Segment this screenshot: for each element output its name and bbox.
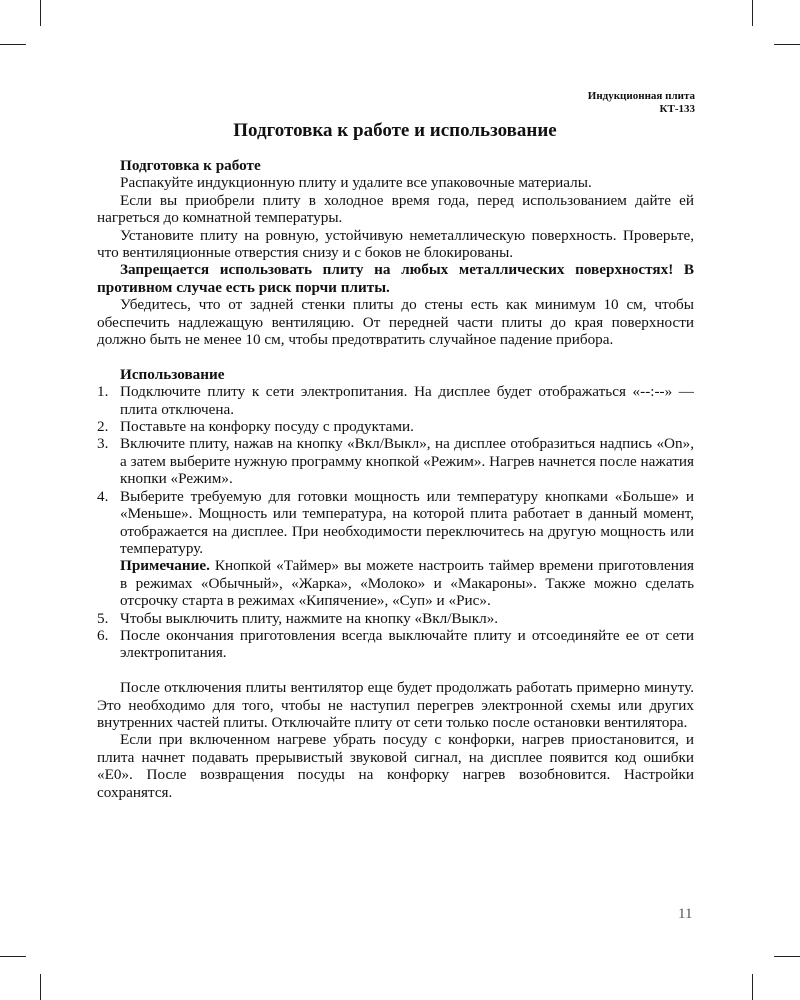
warning-paragraph: Запрещается использовать плиту на любых металлических поверхностях! В противном случае есть риск порчи плиты. xyxy=(97,261,694,296)
crop-mark-bottom-right-h xyxy=(774,956,800,957)
preparation-paragraph: Распакуйте индукционную плиту и удалите все упаковочные материалы. xyxy=(120,174,592,192)
after-paragraph: После отключения плиты вентилятор еще будет продолжать работать примерно минуту. Это необходимо для того, чтобы не наступил перегрев электронной схемы или других внутренних частей плиты. Отключайте плиту от сети только после остановки вентилятора. xyxy=(97,679,694,731)
header-model: КТ-133 xyxy=(659,103,695,115)
step-text: Подключите плиту к сети электропитания. На дисплее будет отображаться «--:--» — плита отключена. xyxy=(120,383,694,418)
crop-mark-top-right-h xyxy=(774,44,800,45)
list-item xyxy=(97,627,694,662)
step-number: 5. xyxy=(97,609,109,627)
note-text: Кнопкой «Таймер» вы можете настроить таймер времени приготовления в режимах «Обычный», «Жарка», «Молоко» и «Макароны». Также можно сделать отсрочку старта в режимах «Кипячение», «Суп» и «Рис». xyxy=(120,557,694,610)
list-item xyxy=(97,383,694,418)
list-item xyxy=(97,418,694,435)
page-number: 11 xyxy=(678,906,693,922)
running-header xyxy=(588,90,695,116)
page-title: Подготовка к работе и использование xyxy=(233,120,557,141)
crop-mark-top-left-v xyxy=(40,0,41,26)
document-body xyxy=(97,157,694,801)
usage-heading: Использование xyxy=(120,365,225,383)
step-note xyxy=(120,557,694,609)
list-item xyxy=(97,488,694,610)
preparation-heading: Подготовка к работе xyxy=(120,157,261,174)
step-number: 2. xyxy=(97,418,109,436)
step-number: 4. xyxy=(97,487,109,505)
usage-steps-list xyxy=(97,383,694,662)
crop-mark-top-right-v xyxy=(752,0,753,26)
crop-mark-bottom-right-v xyxy=(752,974,753,1000)
list-item xyxy=(97,610,694,627)
after-paragraph: Если при включенном нагреве убрать посуду с конфорки, нагрев приостановится, и плита начнет подавать прерывистый звуковой сигнал, на дисплее появится код ошибки «E0». После возвращения посуды на конфорку нагрев возобновится. Настройки сохранятся. xyxy=(97,731,694,801)
list-item xyxy=(97,435,694,487)
step-text: Выберите требуемую для готовки мощность или температуру кнопками «Больше» и «Меньше». Мощность или температура, на которой плита работает в данный момент, отображается на дисплее. При необходимости переключитесь на другую мощность или температуру. xyxy=(120,487,694,557)
note-label: Примечание. xyxy=(120,557,210,575)
step-text: После окончания приготовления всегда выключайте плиту и отсоединяйте ее от сети электропитания. xyxy=(120,626,694,662)
preparation-paragraph: Установите плиту на ровную, устойчивую неметаллическую поверхность. Проверьте, что вентиляционные отверстия снизу и с боков не блокированы. xyxy=(97,226,694,262)
crop-mark-top-left-h xyxy=(0,44,26,45)
header-product: Индукционная плита xyxy=(587,90,695,102)
step-text: Включите плиту, нажав на кнопку «Вкл/Выкл», на дисплее отобразиться надпись «On», а затем выберите нужную программу кнопкой «Режим». Нагрев начнется после нажатия кнопки «Режим». xyxy=(120,435,694,488)
step-number: 3. xyxy=(97,435,109,453)
step-text: Поставьте на конфорку посуду с продуктами. xyxy=(120,418,414,436)
crop-mark-bottom-left-h xyxy=(0,956,26,957)
preparation-paragraph: Если вы приобрели плиту в холодное время года, перед использованием дайте ей нагреться до комнатной температуры. xyxy=(97,191,694,227)
step-number: 1. xyxy=(97,383,109,401)
step-number: 6. xyxy=(97,626,109,644)
crop-mark-bottom-left-v xyxy=(40,974,41,1000)
step-text: Чтобы выключить плиту, нажмите на кнопку «Вкл/Выкл». xyxy=(120,609,499,627)
preparation-paragraph: Убедитесь, что от задней стенки плиты до стены есть как минимум 10 см, чтобы обеспечить надлежащую вентиляцию. От передней части плиты до края поверхности должно быть не менее 10 см, чтобы предотвратить случайное падение прибора. xyxy=(97,296,694,349)
